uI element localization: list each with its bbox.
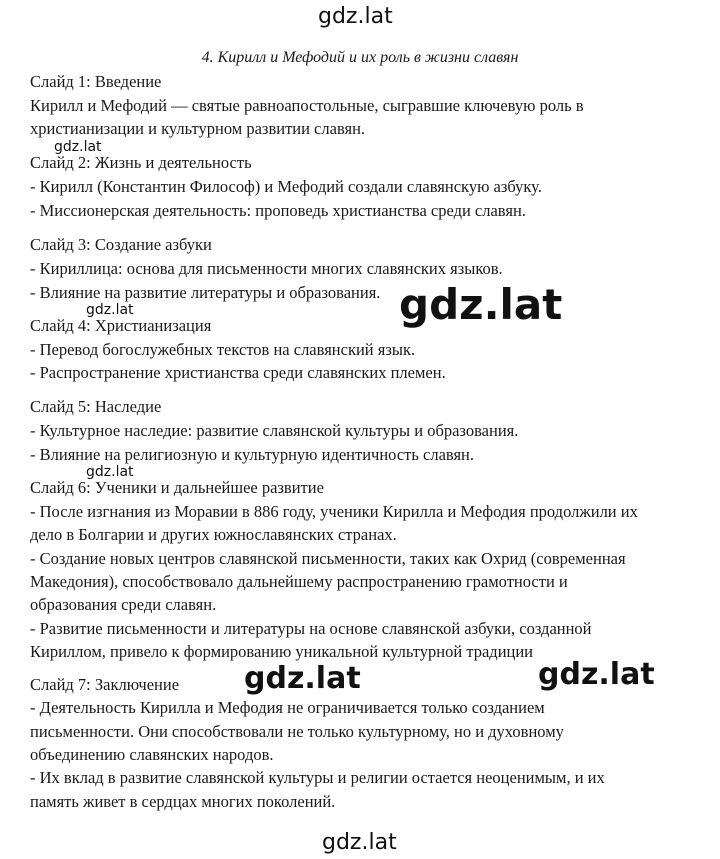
watermark-medium-left: gdz.lat: [244, 661, 361, 696]
slide-5-item-1: - Культурное наследие: развитие славянской культуры и образования.: [30, 421, 519, 440]
slide-5-item-2: - Влияние на религиозную и культурную идентичность славян.: [30, 445, 475, 464]
slide-6-item-1-line-2: дело в Болгарии и других южнославянских странах.: [30, 525, 397, 544]
slide-3-item-1: - Кириллица: основа для письменности многих славянских языков.: [30, 259, 503, 278]
slide-1-text-line-2: христианизации и культурном развитии славян.: [30, 119, 366, 138]
slide-6-heading: Слайд 6: Ученики и дальнейшее развитие: [30, 478, 324, 497]
slide-7-item-2-line-1: - Их вклад в развитие славянской культуры и религии остается неоценимым, и их: [30, 768, 605, 787]
slide-7-heading: Слайд 7: Заключение: [30, 675, 180, 694]
slide-2-heading: Слайд 2: Жизнь и деятельность: [30, 153, 252, 172]
slide-7-item-1-line-3: объединению славянских народов.: [30, 745, 274, 764]
slide-6-item-2-line-1: - Создание новых центров славянской письменности, таких как Охрид (современная: [30, 549, 626, 568]
watermark-small-1: gdz.lat: [54, 139, 102, 155]
slide-7-item-1-line-2: письменности. Они способствовали не только культурному, но и духовному: [30, 722, 564, 741]
watermark-small-2: gdz.lat: [86, 302, 134, 318]
watermark-bottom: gdz.lat: [322, 830, 397, 855]
slide-3-item-2: - Влияние на развитие литературы и образования.: [30, 283, 381, 302]
slide-7-item-2-line-2: память живет в сердцах многих поколений.: [30, 792, 336, 811]
slide-6-item-2-line-3: образования среди славян.: [30, 595, 217, 614]
slide-2-item-2: - Миссионерская деятельность: проповедь христианства среди славян.: [30, 201, 526, 220]
watermark-small-3: gdz.lat: [86, 464, 134, 480]
slide-5-heading: Слайд 5: Наследие: [30, 397, 162, 416]
slide-3-heading: Слайд 3: Создание азбуки: [30, 235, 212, 254]
slide-2-item-1: - Кирилл (Константин Философ) и Мефодий создали славянскую азбуку.: [30, 177, 542, 196]
slide-6-item-3-line-1: - Развитие письменности и литературы на основе славянской азбуки, созданной: [30, 619, 592, 638]
watermark-top: gdz.lat: [318, 4, 393, 29]
watermark-medium-right: gdz.lat: [538, 657, 655, 692]
slide-7-item-1-line-1: - Деятельность Кирилла и Мефодия не ограничивается только созданием: [30, 698, 545, 717]
slide-6-item-3-line-2: Кириллом, привело к формированию уникальной культурной традиции: [30, 642, 534, 661]
slide-6-item-2-line-2: Македония), способствовало дальнейшему распространению грамотности и: [30, 572, 568, 591]
document-title: 4. Кирилл и Мефодий и их роль в жизни славян: [201, 49, 519, 66]
slide-1-text-line-1: Кирилл и Мефодий — святые равноапостольные, сыгравшие ключевую роль в: [30, 96, 584, 115]
slide-6-item-1-line-1: - После изгнания из Моравии в 886 году, ученики Кирилла и Мефодия продолжили их: [30, 502, 638, 521]
slide-4-item-2: - Распространение христианства среди славянских племен.: [30, 363, 446, 382]
watermark-big-center: gdz.lat: [399, 280, 563, 329]
slide-4-heading: Слайд 4: Христианизация: [30, 316, 212, 335]
slide-4-item-1: - Перевод богослужебных текстов на славянский язык.: [30, 340, 416, 359]
slide-1-heading: Слайд 1: Введение: [30, 72, 162, 91]
